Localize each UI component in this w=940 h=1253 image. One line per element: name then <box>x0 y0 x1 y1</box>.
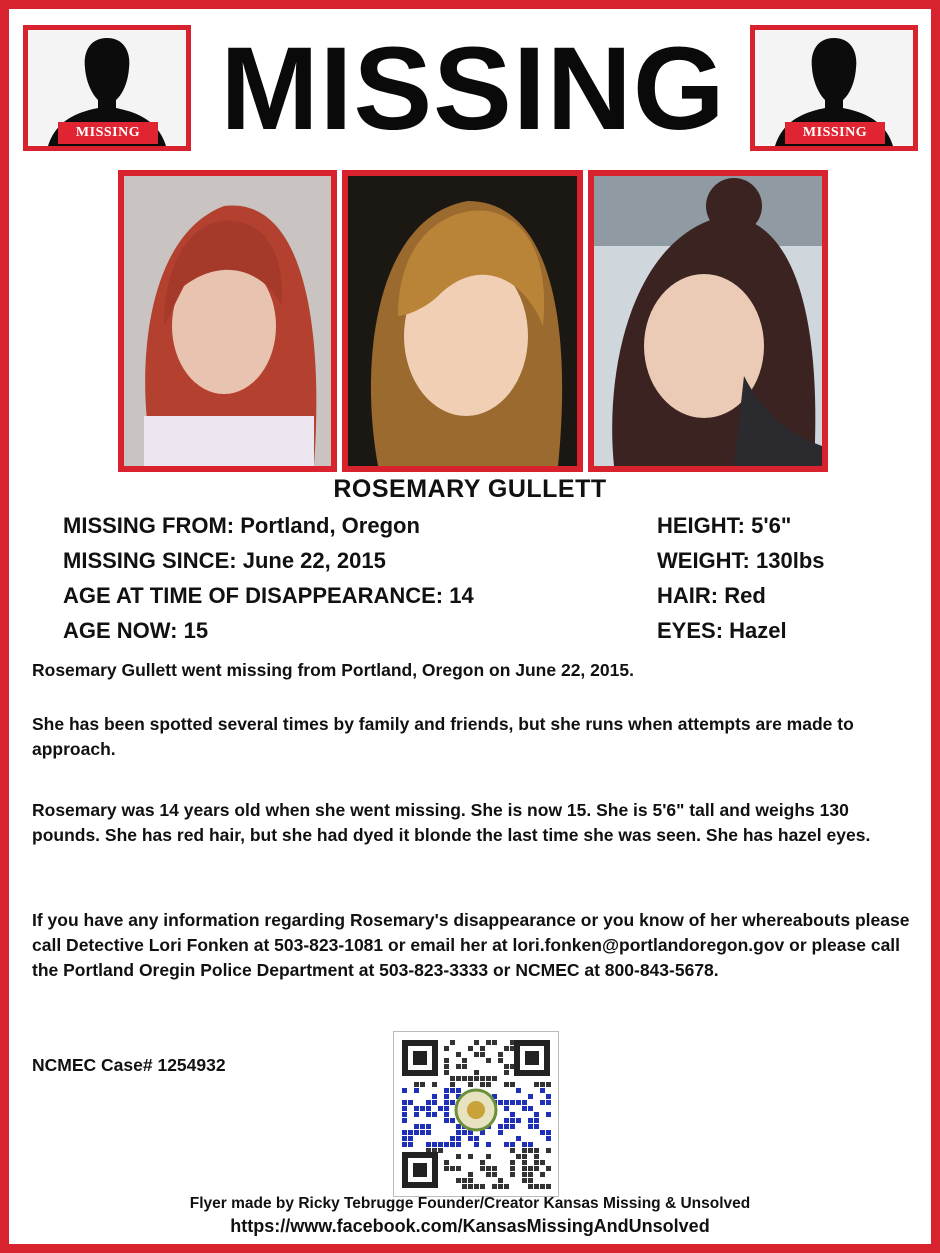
fact-label: MISSING FROM: <box>63 513 235 538</box>
fact-label: MISSING SINCE: <box>63 548 237 573</box>
fact-missing-from <box>63 513 420 539</box>
fact-value: 14 <box>449 583 474 608</box>
fact-value: Red <box>724 583 766 608</box>
person-name: ROSEMARY GULLETT <box>333 475 607 503</box>
paragraph-summary: Rosemary Gullett went missing from Portland, Oregon on June 22, 2015. <box>32 660 634 680</box>
fact-value: 5'6" <box>751 513 792 538</box>
fact-value: Hazel <box>729 618 787 643</box>
ncmec-case-number: NCMEC Case# 1254932 <box>32 1055 226 1075</box>
fact-label: WEIGHT: <box>657 548 750 573</box>
fact-missing-since <box>63 548 386 574</box>
footer-credit: Flyer made by Ricky Tebrugge Founder/Creator Kansas Missing & Unsolved <box>189 1195 751 1212</box>
fact-value: 130lbs <box>756 548 825 573</box>
footer-url-link[interactable]: https://www.facebook.com/KansasMissingAndUnsolved <box>230 1216 710 1236</box>
qr-code[interactable] <box>393 1031 559 1197</box>
photo-1 <box>118 170 337 472</box>
fact-height <box>657 513 791 539</box>
fact-age-now <box>63 618 208 644</box>
page-title: MISSING <box>220 23 726 155</box>
fact-weight <box>657 548 825 574</box>
photo-3 <box>588 170 828 472</box>
fact-label: EYES: <box>657 618 724 643</box>
fact-label: HEIGHT: <box>657 513 745 538</box>
fact-hair <box>657 583 766 609</box>
fact-age-at-disappearance <box>63 583 474 609</box>
photo-2 <box>342 170 583 472</box>
silhouette-missing-tag: MISSING <box>58 122 158 144</box>
fact-label: HAIR: <box>657 583 719 608</box>
missing-silhouette-left <box>23 25 191 151</box>
fact-value: Portland, Oregon <box>240 513 420 538</box>
fact-label: AGE NOW: <box>63 618 178 643</box>
paragraph-description: Rosemary was 14 years old when she went missing. She is now 15. She is 5'6" tall and weighs 130 pounds. She has red hair, but she had dyed it blonde the last time she was seen. She has hazel eyes. <box>32 800 871 845</box>
missing-silhouette-right <box>750 25 918 151</box>
fact-value: 15 <box>183 618 209 643</box>
paragraph-sightings: She has been spotted several times by family and friends, but she runs when attempts are made to approach. <box>32 714 854 759</box>
fact-label: AGE AT TIME OF DISAPPEARANCE: <box>63 583 444 608</box>
paragraph-contact: If you have any information regarding Rosemary's disappearance or you know of her whereabouts please call Detective Lori Fonken at 503-823-1081 or email her at lori.fonken@portlandoregon.gov or please call the Portland Oregin Police Department at 503-823-3333 or NCMEC at 800-843-5678. <box>32 910 910 980</box>
fact-eyes <box>657 618 787 644</box>
fact-value: June 22, 2015 <box>242 548 386 573</box>
qr-code-graphic <box>394 1032 558 1196</box>
silhouette-missing-tag: MISSING <box>785 122 885 144</box>
